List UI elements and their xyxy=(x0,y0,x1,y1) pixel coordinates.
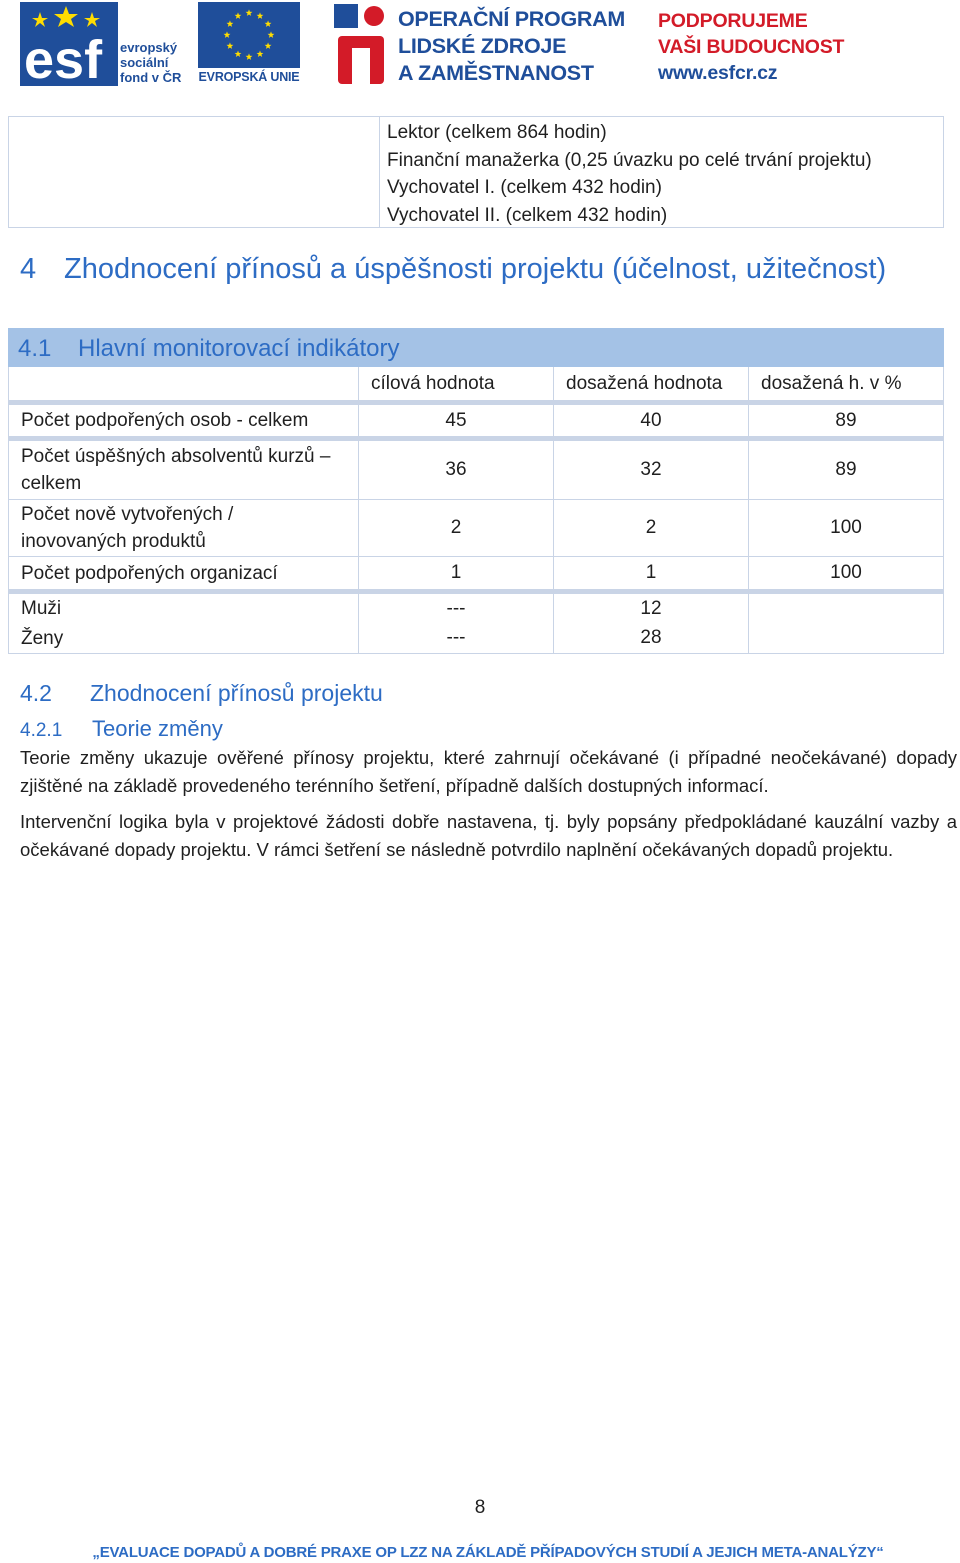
eu-logo xyxy=(198,2,300,86)
table-row xyxy=(8,594,944,623)
target-value: 36 xyxy=(359,441,554,499)
achieved-value: 2 xyxy=(554,500,749,556)
section-number: 4 xyxy=(20,253,37,285)
target-value: 2 xyxy=(359,500,554,556)
eu-flag-icon xyxy=(198,2,300,68)
section-4-heading xyxy=(20,253,886,286)
body-paragraph: Teorie změny ukazuje ověřené přínosy projektu, které zahrnují očekávané (i případné neočekávané) dopady zjištěné na základě provedeného terénního šetření, případně dalších dostupných informací. xyxy=(20,747,957,796)
achieved-value: 32 xyxy=(554,441,749,499)
percent-value: 89 xyxy=(749,441,944,499)
percent-value xyxy=(749,623,944,653)
podporujeme-line: VAŠI BUDOUCNOST xyxy=(658,36,845,58)
esf-emblem-icon xyxy=(20,2,118,86)
achieved-value: 28 xyxy=(554,623,749,653)
esf-brand-text xyxy=(120,40,181,85)
section-number: 4.2 xyxy=(20,680,52,706)
column-header xyxy=(8,367,359,400)
section-title: Zhodnocení přínosů projektu xyxy=(90,680,383,706)
indicators-table xyxy=(8,328,944,654)
table-row xyxy=(8,623,944,654)
percent-value: 89 xyxy=(749,405,944,436)
row-label: Počet nově vytvořených / inovovaných produktů xyxy=(8,500,359,556)
section-number: 4.1 xyxy=(18,335,52,362)
section-4-2-1-heading xyxy=(20,716,223,742)
eu-label: EVROPSKÁ UNIE xyxy=(198,70,300,84)
column-header: cílová hodnota xyxy=(359,367,554,400)
staff-item: Finanční manažerka (0,25 úvazku po celé trvání projektu) xyxy=(387,149,872,171)
section-title: Zhodnocení přínosů a úspěšnosti projektu (účelnost, užitečnost) xyxy=(64,253,887,285)
body-paragraph: Intervenční logika byla v projektové žádosti dobře nastavena, tj. byly popsány předpokládané kauzální vazby a očekávané dopady projektu. V rámci šetření se následně potvrdilo naplnění očekávaných dopadů projektu. xyxy=(20,811,957,860)
indicators-table-heading xyxy=(8,328,944,367)
percent-value: 100 xyxy=(749,557,944,589)
column-header: dosažená hodnota xyxy=(554,367,749,400)
esf-brand-line: evropský xyxy=(120,40,178,55)
staff-list xyxy=(387,119,872,229)
staff-item: Vychovatel II. (celkem 432 hodin) xyxy=(387,204,668,226)
op-lzz-logo xyxy=(330,2,630,86)
podporujeme-line: PODPORUJEME xyxy=(658,10,808,32)
table-row xyxy=(8,557,944,594)
esf-web-link[interactable]: www.esfcr.cz xyxy=(658,62,778,84)
staff-item: Lektor (celkem 864 hodin) xyxy=(387,122,607,143)
row-label: Počet podpořených osob - celkem xyxy=(8,405,359,436)
table-row xyxy=(8,500,944,557)
target-value: --- xyxy=(359,594,554,623)
section-4-2-heading xyxy=(20,680,383,707)
achieved-value: 12 xyxy=(554,594,749,623)
percent-value: 100 xyxy=(749,500,944,556)
achieved-value: 1 xyxy=(554,557,749,589)
table-divider xyxy=(379,117,380,227)
page-number: 8 xyxy=(474,1497,486,1518)
esf-brand-line: fond v ČR xyxy=(120,70,182,85)
op-figure-icon xyxy=(330,2,392,86)
op-title-line: A ZAMĚSTNANOST xyxy=(398,61,594,85)
podporujeme-text xyxy=(658,8,844,86)
section-number: 4.2.1 xyxy=(20,720,63,741)
row-label: Počet podpořených organizací xyxy=(8,557,359,589)
percent-value xyxy=(749,594,944,623)
section-title: Teorie změny xyxy=(92,716,223,741)
op-title-line: OPERAČNÍ PROGRAM xyxy=(398,7,625,31)
row-label: Muži xyxy=(8,594,359,623)
achieved-value: 40 xyxy=(554,405,749,436)
target-value: 1 xyxy=(359,557,554,589)
svg-text:esf: esf xyxy=(24,30,103,86)
op-title-line: LIDSKÉ ZDROJE xyxy=(398,34,567,58)
staff-table xyxy=(8,116,944,228)
target-value: --- xyxy=(359,623,554,653)
target-value: 45 xyxy=(359,405,554,436)
podporujeme-logo xyxy=(652,2,857,86)
op-title xyxy=(398,6,625,87)
column-header: dosažená h. v % xyxy=(749,367,944,400)
staff-item: Vychovatel I. (celkem 432 hodin) xyxy=(387,177,662,198)
esf-logo xyxy=(20,2,192,86)
page-footer: „EVALUACE DOPADŮ A DOBRÉ PRAXE OP LZZ NA ZÁKLADĚ PŘÍPADOVÝCH STUDIÍ A JEJICH META-ANALÝZY“ xyxy=(92,1544,884,1561)
section-title: Hlavní monitorovací indikátory xyxy=(78,335,400,362)
esf-brand-line: sociální xyxy=(120,55,169,70)
table-row xyxy=(8,405,944,441)
header-logos xyxy=(0,0,960,92)
row-label: Počet úspěšných absolventů kurzů – celkem xyxy=(8,441,359,499)
table-row xyxy=(8,441,944,500)
table-header-row xyxy=(8,367,944,405)
row-label: Ženy xyxy=(8,623,359,653)
